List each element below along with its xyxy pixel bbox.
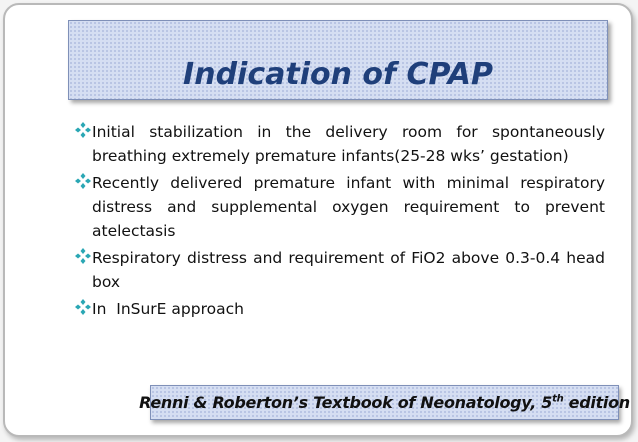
bullet-text: In InSurE approach (92, 300, 244, 318)
list-item (74, 171, 605, 243)
slide (3, 3, 633, 437)
slide-title: Indication of CPAP (183, 57, 493, 92)
citation-superscript: th (552, 393, 564, 405)
list-item (74, 120, 605, 168)
bullet-text: Respiratory distress and requirement of FiO2 above 0.3-0.4 head box (92, 249, 605, 291)
diamond-bullet-icon (74, 172, 92, 190)
diamond-bullet-icon (74, 121, 92, 139)
diamond-bullet-icon (74, 298, 92, 316)
list-item (74, 297, 605, 321)
bullet-text: Initial stabilization in the delivery room for spontaneously breathing extremely premature infants(25-28 wks’ gestation) (92, 123, 605, 165)
title-box (68, 20, 608, 100)
citation-text (139, 393, 630, 412)
citation-box (139, 385, 630, 420)
citation-suffix: edition (563, 393, 630, 412)
diamond-bullet-icon (74, 247, 92, 265)
citation-main: Renni & Roberton’s Textbook of Neonatology, 5 (139, 393, 553, 412)
bullet-list (74, 120, 605, 324)
list-item (74, 246, 605, 294)
bullet-text: Recently delivered premature infant with minimal respiratory distress and supplemental oxygen requirement to prevent atelectasis (92, 174, 605, 240)
